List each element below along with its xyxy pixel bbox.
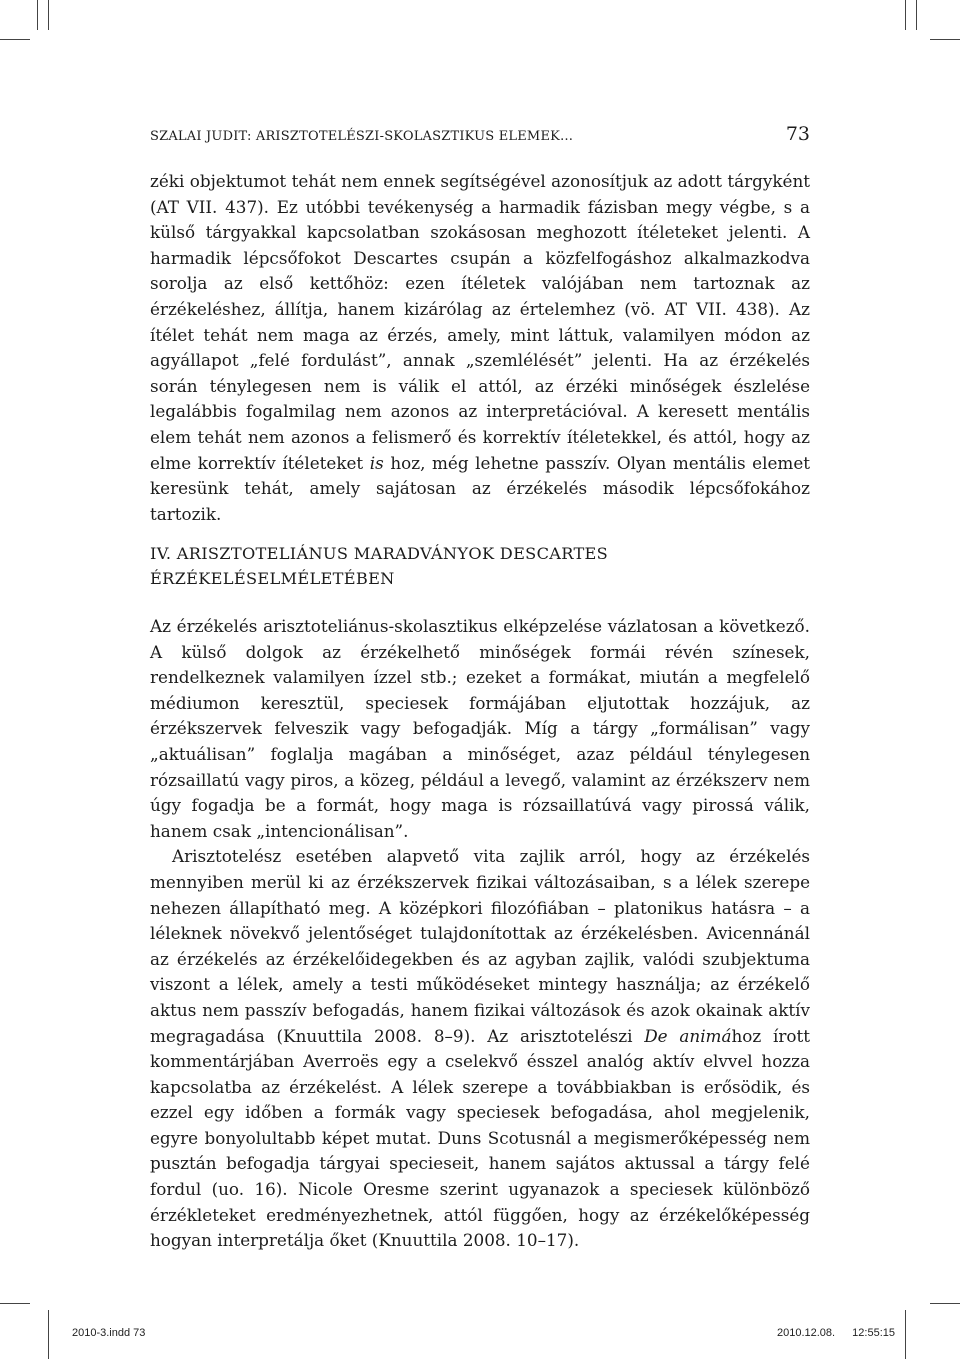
paragraph-text: zéki objektumot tehát nem ennek segítségével azonosítjuk az adott tárgyként (AT VII. 437). Ez utóbbi tevékenység a harmadik fázisban megy végbe, s a külső tárgyakkal kapcsolatban szokásosan meghozott ítéleteket jelenti. A harmadik lépcsőfokot Descartes csupán a közfelfogáshoz alkalmazkodva sorolja az első kettőhöz: ezen ítéletek valójában nem tartoznak az érzékeléshez, állítja, hanem kizárólag az értelemhez (vö. AT VII. 438). Az ítélet tehát nem maga az érzés, amely, mint láttuk, valamilyen módon az agyállapot „felé fordulást”, annak „szemlélését” jelenti. Ha az érzékelés során ténylegesen nem is válik el attól, az érzéki minőségek észlelése legalábbis fogalmilag nem azonos az interpretációval. A keresett mentális elem tehát nem azonos a felismerő és korrektív ítéletekkel, és attól, hogy az elme korrektív ítéleteket xyxy=(150,171,810,473)
crop-mark xyxy=(0,1303,30,1304)
running-head-title: SZALAI JUDIT: ARISZTOTELÉSZI-SKOLASZTIKUS ELEMEK… xyxy=(150,129,574,144)
crop-mark xyxy=(0,39,30,40)
crop-mark xyxy=(930,39,960,40)
paragraph-text: hoz, még lehetne passzív. Olyan mentális elemet keresünk tehát, amely sajátosan az érzékelés második lépcsőfokához tartozik. xyxy=(150,452,811,524)
print-slug xyxy=(72,1327,895,1339)
section-body xyxy=(150,614,810,1254)
running-head xyxy=(150,123,810,145)
paragraph-text: Arisztotelész esetében alapvető vita zajlik arról, hogy az érzékelés mennyiben merül ki az érzékszervek fizikai változásaiban, s a lélek szerepe nehezen állapítható meg. A középkori filozófiában – platonikus hatásra – a léleknek növekvő jelentőséget tulajdonítottak az érzékelésben. Avicennánál az érzékelés az érzékelőidegekben és az agyban zajlik, valódi szubjektuma viszont a lélek, amely a testi működéseket mintegy használja; az érzékelő aktus nem passzív befogadás, hanem fizikai változások és azok okainak aktív megragadása (Knuuttila 2008. 8–9). Az arisztotelészi xyxy=(150,846,810,1046)
section-heading-line: IV. ARISZTOTELIÁNUS MARADVÁNYOK DESCARTES xyxy=(150,544,609,563)
crop-mark xyxy=(48,1310,49,1359)
crop-mark xyxy=(905,0,906,30)
section-heading xyxy=(150,541,810,591)
italic-title: De animá xyxy=(644,1025,732,1046)
body-paragraph: Az érzékelés arisztoteliánus-skolasztikus elképzelése vázlatosan a következő. A külső dolgok az érzékelhető minőségek formái révén színesek, rendelkeznek valamilyen ízzel stb.; ezeket a formákat, miután a megfelelő médiumon keresztül, speciesek formájában eljutottak hozzájuk, az érzékszervek felveszik vagy befogadják. Míg a tárgy „formálisan” vagy „aktuálisan” foglalja magában a minőséget, azaz például ténylegesen rózsaillatú vagy piros, a közeg, például a levegő, valamint az érzékszerv nem úgy fogadja be a formát, hogy maga is rózsaillatúvá vagy pirossá válik, hanem csak „intencionálisan”. xyxy=(150,616,810,841)
paragraph-text: hoz írott kommentárjában Averroës egy a cselekvő ésszel analóg aktív elvvel hozza kapcsolatba az érzékelést. A lélek szerepe a továbbiakban is erősödik, és ezzel egy időben a formák vagy speciesek befogadása, ahol megjelenik, egyre bonyolultabb képet mutat. Duns Scotusnál a megismerőképesség nem pusztán befogadja tárgyai specieseit, hanem sajátos aktussal a tárgy felé fordul (uo. 16). Nicole Oresme szerint ugyanazok a speciesek különböző érzékleteket eredményezhetnek, attól függően, hogy az érzékelőképesség hogyan interpretálja őket (Knuuttila 2008. 10–17). xyxy=(150,1025,810,1251)
slug-date: 2010.12.08. xyxy=(776,1327,836,1339)
body-paragraph xyxy=(150,169,810,527)
slug-timestamp xyxy=(763,1327,895,1339)
crop-mark xyxy=(905,1310,906,1359)
crop-mark xyxy=(930,1303,960,1304)
italic-word: is xyxy=(369,452,384,473)
slug-file: 2010-3.indd 73 xyxy=(72,1327,146,1339)
slug-time: 12:55:15 xyxy=(852,1327,895,1339)
crop-mark xyxy=(48,0,49,30)
page-number: 73 xyxy=(785,123,810,145)
crop-mark xyxy=(37,0,38,30)
crop-mark xyxy=(916,0,917,30)
section-heading-line: ÉRZÉKELÉSELMÉLETÉBEN xyxy=(150,569,395,588)
body-paragraph xyxy=(150,844,810,1254)
